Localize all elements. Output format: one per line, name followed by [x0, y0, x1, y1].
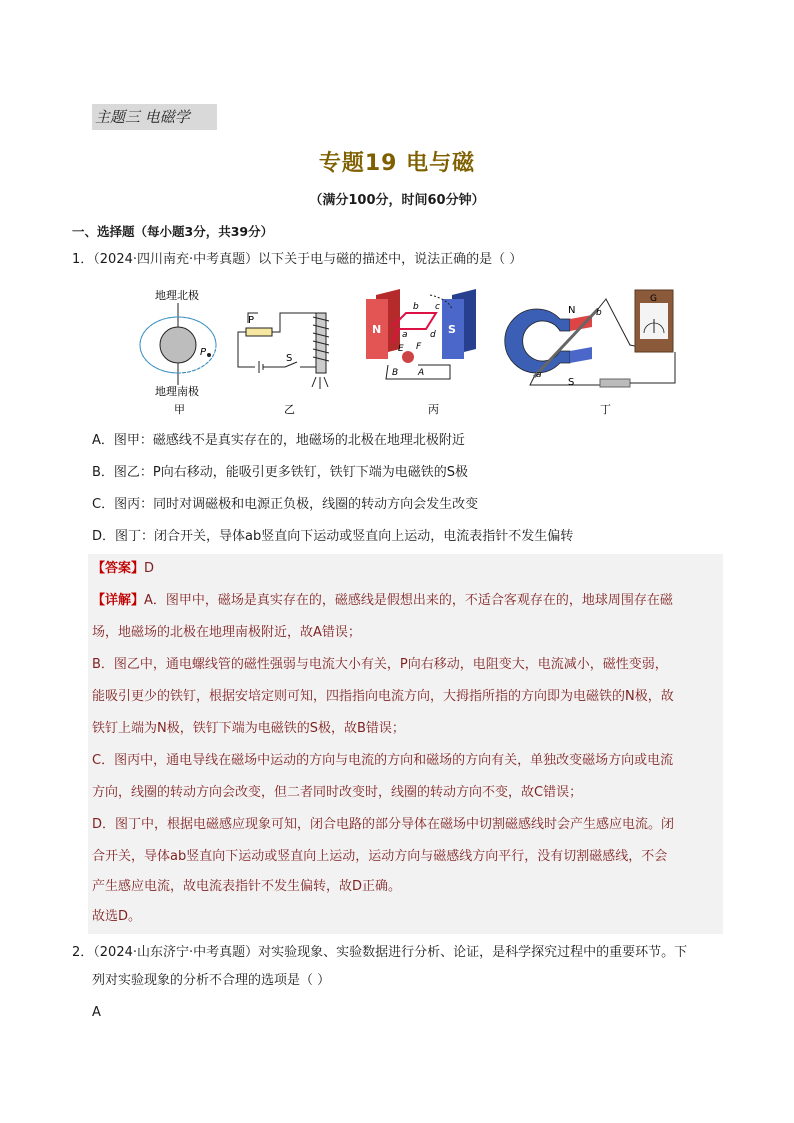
figure-bing-b2-label: B — [392, 368, 399, 378]
detail-line-8: D．图丁中，根据电磁感应现象可知，闭合电路的部分导体在磁场中切割磁感线时会产生感应电流。闭 — [92, 817, 675, 832]
figure-jia-p-label: P — [200, 347, 207, 358]
figure-bing-n-label: N — [372, 323, 382, 336]
detail-line-9: 合开关，导体ab竖直向下运动或竖直向上运动，运动方向与磁感线方向平行，没有切割磁感线，不会 — [92, 849, 668, 864]
figure-ding-s-label: S — [568, 377, 575, 388]
figure-ding-b-label: b — [596, 308, 602, 318]
topic-tag: 主题三 电磁学 — [92, 104, 217, 130]
detail-line-7: 方向，线圈的转动方向会改变，但二者同时改变时，线圈的转动方向不变，故C错误； — [92, 785, 583, 800]
answer-tag: 【答案】 — [92, 561, 145, 576]
figure-ding-n-label: N — [568, 305, 576, 316]
figure-ding-generator — [505, 290, 675, 387]
question-1-stem: 1．（2024·四川南充·中考真题）以下关于电与磁的描述中，说法正确的是（ ） — [72, 252, 523, 267]
figure-jia-north-label: 地理北极 — [155, 289, 199, 302]
figure-bing-f-label: F — [416, 342, 422, 352]
figure-yi-p-label: P — [248, 315, 255, 326]
detail-line-1 — [92, 590, 673, 612]
detail-line-5: 铁钉上端为N极，铁钉下端为电磁铁的S极，故B错误； — [92, 721, 405, 736]
answer-line — [92, 558, 154, 580]
figure-ding-caption: 丁 — [600, 403, 611, 416]
figure-bing-d-label: d — [430, 330, 436, 340]
figure-ding-g-label: G — [650, 294, 657, 304]
detail-line-6: C．图丙中，通电导线在磁场中运动的方向与电流的方向和磁场的方向有关，单独改变磁场方向或电流 — [92, 753, 674, 768]
question-2-stem-line-2: 列对实验现象的分析不合理的选项是（ ） — [92, 973, 331, 988]
detail-line-4: 能吸引更少的铁钉，根据安培定则可知，四指指向电流方向，大拇指所指的方向即为电磁铁的N极，故 — [92, 689, 674, 704]
option-a: A．图甲：磁感线不是真实存在的，地磁场的北极在地理北极附近 — [92, 433, 465, 448]
section-heading: 一、选择题（每小题3分，共39分） — [72, 224, 274, 239]
detail-line-11: 故选D。 — [92, 909, 142, 924]
question-2-stem-line-1: 2．（2024·山东济宁·中考真题）对实验现象、实验数据进行分析、论证，是科学探究过程中的重要环节。下 — [72, 945, 688, 960]
figure-ding-a-label: a — [536, 370, 542, 380]
figure-yi-s-label: S — [286, 353, 293, 364]
figure-jia-south-label: 地理南极 — [155, 385, 199, 398]
page-subtitle: （满分100分，时间60分钟） — [309, 193, 485, 208]
option-c: C．图丙：同时对调磁极和电源正负极，线圈的转动方向会发生改变 — [92, 497, 479, 512]
detail-line-2: 场，地磁场的北极在地理南极附近，故A错误； — [92, 625, 361, 640]
detail-line-3: B．图乙中，通电螺线管的磁性强弱与电流大小有关，P向右移动，电阻变大，电流减小，磁性变弱， — [92, 657, 668, 672]
figure-bing-b-label: b — [413, 302, 419, 312]
figure-bing-e-label: E — [398, 344, 404, 354]
detail-text-1: A．图甲中，磁场是真实存在的，磁感线是假想出来的，不适合客观存在的，地球周围存在磁 — [144, 593, 673, 608]
figure-bing-a-label: a — [402, 330, 408, 340]
answer-value: D — [144, 561, 155, 576]
question-2-option-a: A — [92, 1005, 101, 1020]
figure-bing-motor — [366, 289, 476, 379]
page-title: 专题19 电与磁 — [318, 151, 476, 176]
figure-jia-caption: 甲 — [174, 403, 185, 416]
question-1-figures — [130, 285, 690, 420]
detail-line-10: 产生感应电流，故电流表指针不发生偏转，故D正确。 — [92, 879, 402, 894]
option-d: D．图丁：闭合开关，导体ab竖直向下运动或竖直向上运动，电流表指针不发生偏转 — [92, 529, 574, 544]
option-b: B．图乙：P向右移动，能吸引更多铁钉，铁钉下端为电磁铁的S极 — [92, 465, 469, 480]
figure-bing-s-label: S — [448, 323, 456, 336]
figure-yi-caption: 乙 — [284, 403, 295, 416]
detail-tag: 【详解】 — [92, 593, 145, 608]
figure-bing-a2-label: A — [418, 368, 425, 378]
figure-bing-c-label: c — [435, 302, 440, 312]
figure-bing-caption: 丙 — [428, 403, 439, 416]
figure-jia-earth-field — [140, 303, 216, 385]
